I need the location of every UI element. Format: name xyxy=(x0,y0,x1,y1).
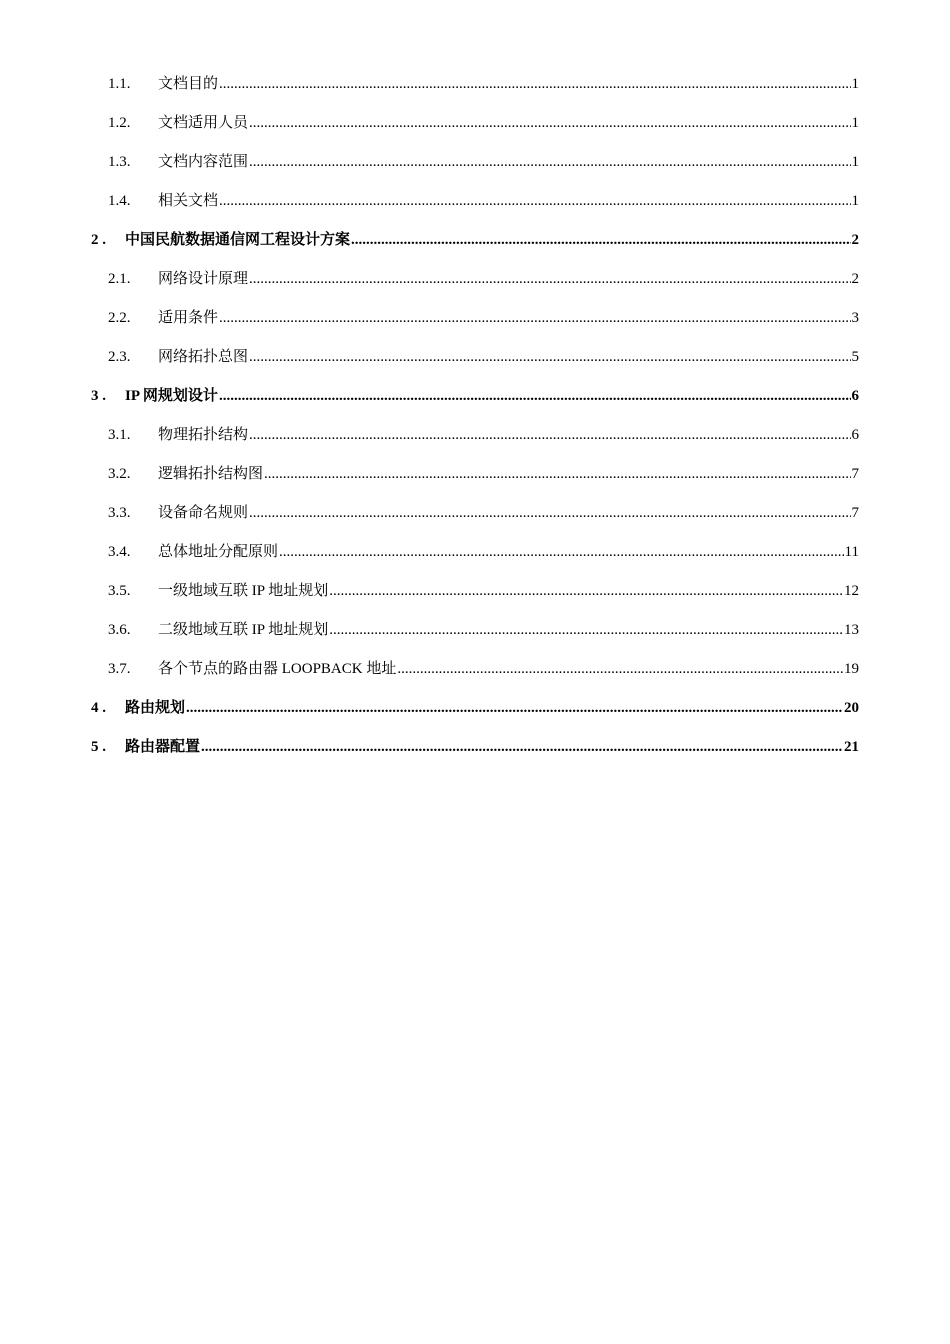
toc-entry-title: 网络拓扑总图 xyxy=(158,349,249,365)
toc-entry-number: 2.2. xyxy=(108,310,131,326)
toc-entry-1-2[interactable] xyxy=(0,111,950,150)
toc-entry-3-3[interactable] xyxy=(0,501,950,540)
toc-entry-number: 1.4. xyxy=(108,193,131,209)
toc-entry-number: 2 . xyxy=(91,232,106,248)
table-of-contents xyxy=(0,72,950,774)
toc-entry-title: IP 网规划设计 xyxy=(125,388,218,404)
toc-entry-3-6[interactable] xyxy=(0,618,950,657)
toc-entry-number: 1.1. xyxy=(108,76,131,92)
toc-entry-title: 适用条件 xyxy=(158,310,219,326)
toc-entry-1-3[interactable] xyxy=(0,150,950,189)
toc-dot-leader xyxy=(201,735,843,759)
toc-entry-title: 相关文档 xyxy=(158,193,219,209)
toc-entry-title: 文档适用人员 xyxy=(158,115,249,131)
toc-entry-page: 1 xyxy=(851,76,859,92)
toc-entry-line xyxy=(158,72,859,96)
toc-entry-title: 网络设计原理 xyxy=(158,271,249,287)
toc-entry-page: 5 xyxy=(851,349,859,365)
toc-entry-page: 1 xyxy=(851,115,859,131)
toc-entry-number: 3.4. xyxy=(108,544,131,560)
toc-entry-page: 13 xyxy=(844,622,859,638)
toc-entry-number: 1.2. xyxy=(108,115,131,131)
toc-dot-leader xyxy=(249,345,850,369)
toc-entry-line xyxy=(158,111,859,135)
toc-dot-leader xyxy=(264,462,850,486)
toc-entry-1-1[interactable] xyxy=(0,72,950,111)
toc-entry-line xyxy=(158,306,859,330)
toc-entry-page: 6 xyxy=(851,388,859,404)
toc-entry-page: 1 xyxy=(851,154,859,170)
toc-entry-title: 设备命名规则 xyxy=(158,505,249,521)
toc-entry-3-2[interactable] xyxy=(0,462,950,501)
toc-entry-title: 路由规划 xyxy=(125,700,186,716)
toc-dot-leader xyxy=(186,696,843,720)
toc-entry-page: 19 xyxy=(844,661,859,677)
toc-dot-leader xyxy=(219,306,850,330)
toc-dot-leader xyxy=(397,657,843,681)
toc-entry-line xyxy=(158,540,859,564)
toc-entry-line xyxy=(125,735,859,759)
toc-entry-1-4[interactable] xyxy=(0,189,950,228)
toc-entry-2-2[interactable] xyxy=(0,306,950,345)
toc-entry-page: 7 xyxy=(851,505,859,521)
toc-entry-2-1[interactable] xyxy=(0,267,950,306)
toc-entry-2[interactable] xyxy=(0,228,950,267)
toc-entry-title: 物理拓扑结构 xyxy=(158,427,249,443)
toc-entry-page: 2 xyxy=(851,232,859,248)
toc-dot-leader xyxy=(219,72,850,96)
toc-dot-leader xyxy=(249,150,850,174)
toc-entry-3[interactable] xyxy=(0,384,950,423)
toc-entry-number: 3.5. xyxy=(108,583,131,599)
toc-entry-line xyxy=(158,657,859,681)
toc-dot-leader xyxy=(249,501,850,525)
toc-entry-page: 11 xyxy=(844,544,859,560)
toc-entry-line xyxy=(125,228,859,252)
toc-entry-page: 1 xyxy=(851,193,859,209)
toc-entry-number: 3.7. xyxy=(108,661,131,677)
toc-dot-leader xyxy=(249,111,850,135)
toc-entry-number: 5 . xyxy=(91,739,106,755)
toc-entry-number: 1.3. xyxy=(108,154,131,170)
toc-entry-number: 3 . xyxy=(91,388,106,404)
toc-dot-leader xyxy=(249,267,850,291)
toc-entry-line xyxy=(158,189,859,213)
toc-entry-title: 文档目的 xyxy=(158,76,219,92)
toc-entry-title: 路由器配置 xyxy=(125,739,201,755)
toc-entry-title: 各个节点的路由器 LOOPBACK 地址 xyxy=(158,661,397,677)
toc-entry-3-7[interactable] xyxy=(0,657,950,696)
toc-entry-page: 2 xyxy=(851,271,859,287)
toc-entry-3-4[interactable] xyxy=(0,540,950,579)
toc-entry-title: 二级地域互联 IP 地址规划 xyxy=(158,622,329,638)
toc-entry-number: 2.3. xyxy=(108,349,131,365)
toc-entry-5[interactable] xyxy=(0,735,950,774)
toc-entry-line xyxy=(158,345,859,369)
toc-entry-line xyxy=(125,696,859,720)
toc-entry-page: 12 xyxy=(844,583,859,599)
toc-dot-leader xyxy=(219,384,851,408)
toc-entry-number: 3.1. xyxy=(108,427,131,443)
toc-entry-title: 逻辑拓扑结构图 xyxy=(158,466,264,482)
toc-entry-number: 2.1. xyxy=(108,271,131,287)
toc-entry-number: 3.2. xyxy=(108,466,131,482)
toc-entry-page: 6 xyxy=(851,427,859,443)
toc-entry-page: 7 xyxy=(851,466,859,482)
toc-entry-number: 3.3. xyxy=(108,505,131,521)
toc-dot-leader xyxy=(329,579,843,603)
toc-dot-leader xyxy=(351,228,850,252)
toc-entry-4[interactable] xyxy=(0,696,950,735)
toc-dot-leader xyxy=(219,189,850,213)
toc-entry-line xyxy=(158,150,859,174)
toc-entry-number: 3.6. xyxy=(108,622,131,638)
toc-entry-title: 总体地址分配原则 xyxy=(158,544,279,560)
toc-entry-line xyxy=(158,267,859,291)
toc-entry-line xyxy=(158,423,859,447)
toc-entry-line xyxy=(158,501,859,525)
toc-entry-title: 一级地域互联 IP 地址规划 xyxy=(158,583,329,599)
toc-entry-title: 中国民航数据通信网工程设计方案 xyxy=(125,232,351,248)
toc-entry-line xyxy=(158,618,859,642)
toc-entry-number: 4 . xyxy=(91,700,106,716)
toc-entry-line xyxy=(158,579,859,603)
toc-entry-page: 20 xyxy=(844,700,859,716)
toc-entry-title: 文档内容范围 xyxy=(158,154,249,170)
toc-entry-3-5[interactable] xyxy=(0,579,950,618)
toc-entry-line xyxy=(158,462,859,486)
toc-dot-leader xyxy=(249,423,850,447)
toc-entry-page: 3 xyxy=(851,310,859,326)
toc-entry-3-1[interactable] xyxy=(0,423,950,462)
toc-dot-leader xyxy=(329,618,843,642)
toc-entry-line xyxy=(125,384,859,408)
toc-entry-2-3[interactable] xyxy=(0,345,950,384)
toc-entry-page: 21 xyxy=(844,739,859,755)
toc-dot-leader xyxy=(279,540,844,564)
